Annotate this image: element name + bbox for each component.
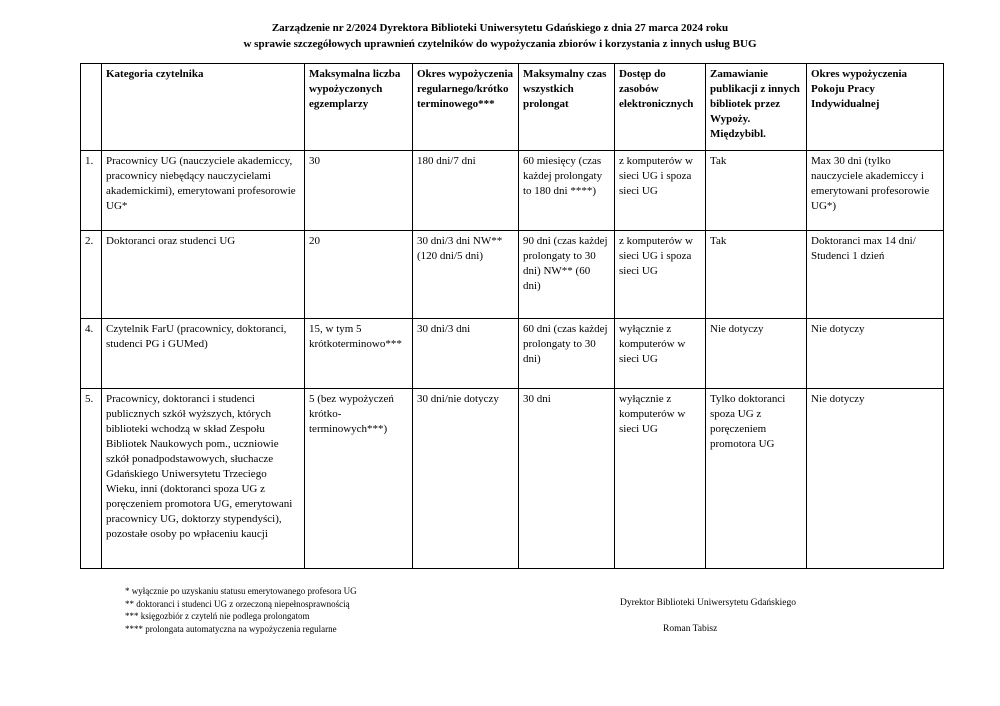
table-row [81, 151, 944, 231]
cell-e-access: wyłącznie z komputerów w sieci UG [615, 389, 706, 569]
cell-max-extension: 30 dni [519, 389, 615, 569]
cell-no: 1. [81, 151, 102, 231]
document-title [0, 20, 1000, 52]
footnote: ** doktoranci i studenci UG z orzeczoną niepełnosprawnością [125, 598, 350, 609]
cell-category: Pracownicy UG (nauczyciele akademiccy, pracownicy niebędący nauczycielami akademickimi), emerytowani profesorowie UG* [102, 151, 305, 231]
table-row [81, 389, 944, 569]
cell-e-access: wyłącznie z komputerów w sieci UG [615, 319, 706, 389]
cell-ill: Tylko doktoranci spoza UG z poręczeniem promotora UG [706, 389, 807, 569]
cell-room: Nie dotyczy [807, 389, 944, 569]
cell-no: 2. [81, 231, 102, 319]
footnote: **** prolongata automatyczna na wypożyczenia regularne [125, 623, 337, 634]
cell-max-extension: 60 miesięcy (czas każdej prolongaty to 180 dni ****) [519, 151, 615, 231]
cell-max-items: 30 [305, 151, 413, 231]
table-header-row [81, 64, 944, 151]
signature-title: Dyrektor Biblioteki Uniwersytetu Gdańskiego [620, 598, 796, 608]
permissions-table [80, 63, 944, 569]
cell-no: 5. [81, 389, 102, 569]
header-category: Kategoria czytelnika [102, 64, 305, 151]
cell-max-items: 5 (bez wypożyczeń krótko-terminowych***) [305, 389, 413, 569]
table-row [81, 231, 944, 319]
header-no [81, 64, 102, 151]
cell-period: 30 dni/nie dotyczy [413, 389, 519, 569]
cell-max-items: 15, w tym 5 krótkoterminowo*** [305, 319, 413, 389]
cell-period: 180 dni/7 dni [413, 151, 519, 231]
header-max-extension: Maksymalny czas wszystkich prolongat [519, 64, 615, 151]
cell-max-extension: 60 dni (czas każdej prolongaty to 30 dni) [519, 319, 615, 389]
cell-room: Max 30 dni (tylko nauczyciele akademiccy i emerytowani profesorowie UG*) [807, 151, 944, 231]
cell-e-access: z komputerów w sieci UG i spoza sieci UG [615, 151, 706, 231]
title-line-1: Zarządzenie nr 2/2024 Dyrektora Biblioteki Uniwersytetu Gdańskiego z dnia 27 marca 2024 roku [271, 22, 729, 34]
header-e-access: Dostęp do zasobów elektronicznych [615, 64, 706, 151]
table-row [81, 319, 944, 389]
cell-max-extension: 90 dni (czas każdej prolongaty to 30 dni) NW** (60 dni) [519, 231, 615, 319]
cell-no: 4. [81, 319, 102, 389]
cell-period: 30 dni/3 dni NW**(120 dni/5 dni) [413, 231, 519, 319]
cell-room: Nie dotyczy [807, 319, 944, 389]
title-line-2: w sprawie szczegółowych uprawnień czytelników do wypożyczania zbiorów i korzystania z innych usług BUG [243, 38, 757, 50]
header-max-items: Maksymalna liczba wypożyczonych egzemplarzy [305, 64, 413, 151]
footnote: * wyłącznie po uzyskaniu statusu emerytowanego profesora UG [125, 586, 357, 596]
cell-e-access: z komputerów w sieci UG i spoza sieci UG [615, 231, 706, 319]
cell-period: 30 dni/3 dni [413, 319, 519, 389]
cell-ill: Nie dotyczy [706, 319, 807, 389]
cell-ill: Tak [706, 231, 807, 319]
footnote: *** księgozbiór z czytelń nie podlega prolongatom [125, 611, 310, 621]
header-room: Okres wypożyczenia Pokoju Pracy Indywidualnej [807, 64, 944, 151]
cell-max-items: 20 [305, 231, 413, 319]
header-ill: Zamawianie publikacji z innych bibliotek przez Wypoży. Międzybibl. [706, 64, 807, 151]
signature-name: Roman Tabisz [663, 624, 718, 634]
cell-category: Doktoranci oraz studenci UG [102, 231, 305, 319]
cell-room: Doktoranci max 14 dni/ Studenci 1 dzień [807, 231, 944, 319]
footnotes [125, 585, 357, 635]
cell-category: Pracownicy, doktoranci i studenci publicznych szkół wyższych, których biblioteki wchodzą w skład Zespołu Bibliotek Naukowych pom., uczniowie szkół ponadpodstawowych, słuchacze Gdańskiego Uniwersytetu Trzeciego Wieku, inni (doktoranci spoza UG z poręczeniem promotora UG, emerytowani pracownicy UG, doktorzy stypendyści), pozostałe osoby po wpłaceniu kaucji [102, 389, 305, 569]
header-period: Okres wypożyczenia regularnego/krótko terminowego*** [413, 64, 519, 151]
cell-category: Czytelnik FarU (pracownicy, doktoranci, studenci PG i GUMed) [102, 319, 305, 389]
cell-ill: Tak [706, 151, 807, 231]
